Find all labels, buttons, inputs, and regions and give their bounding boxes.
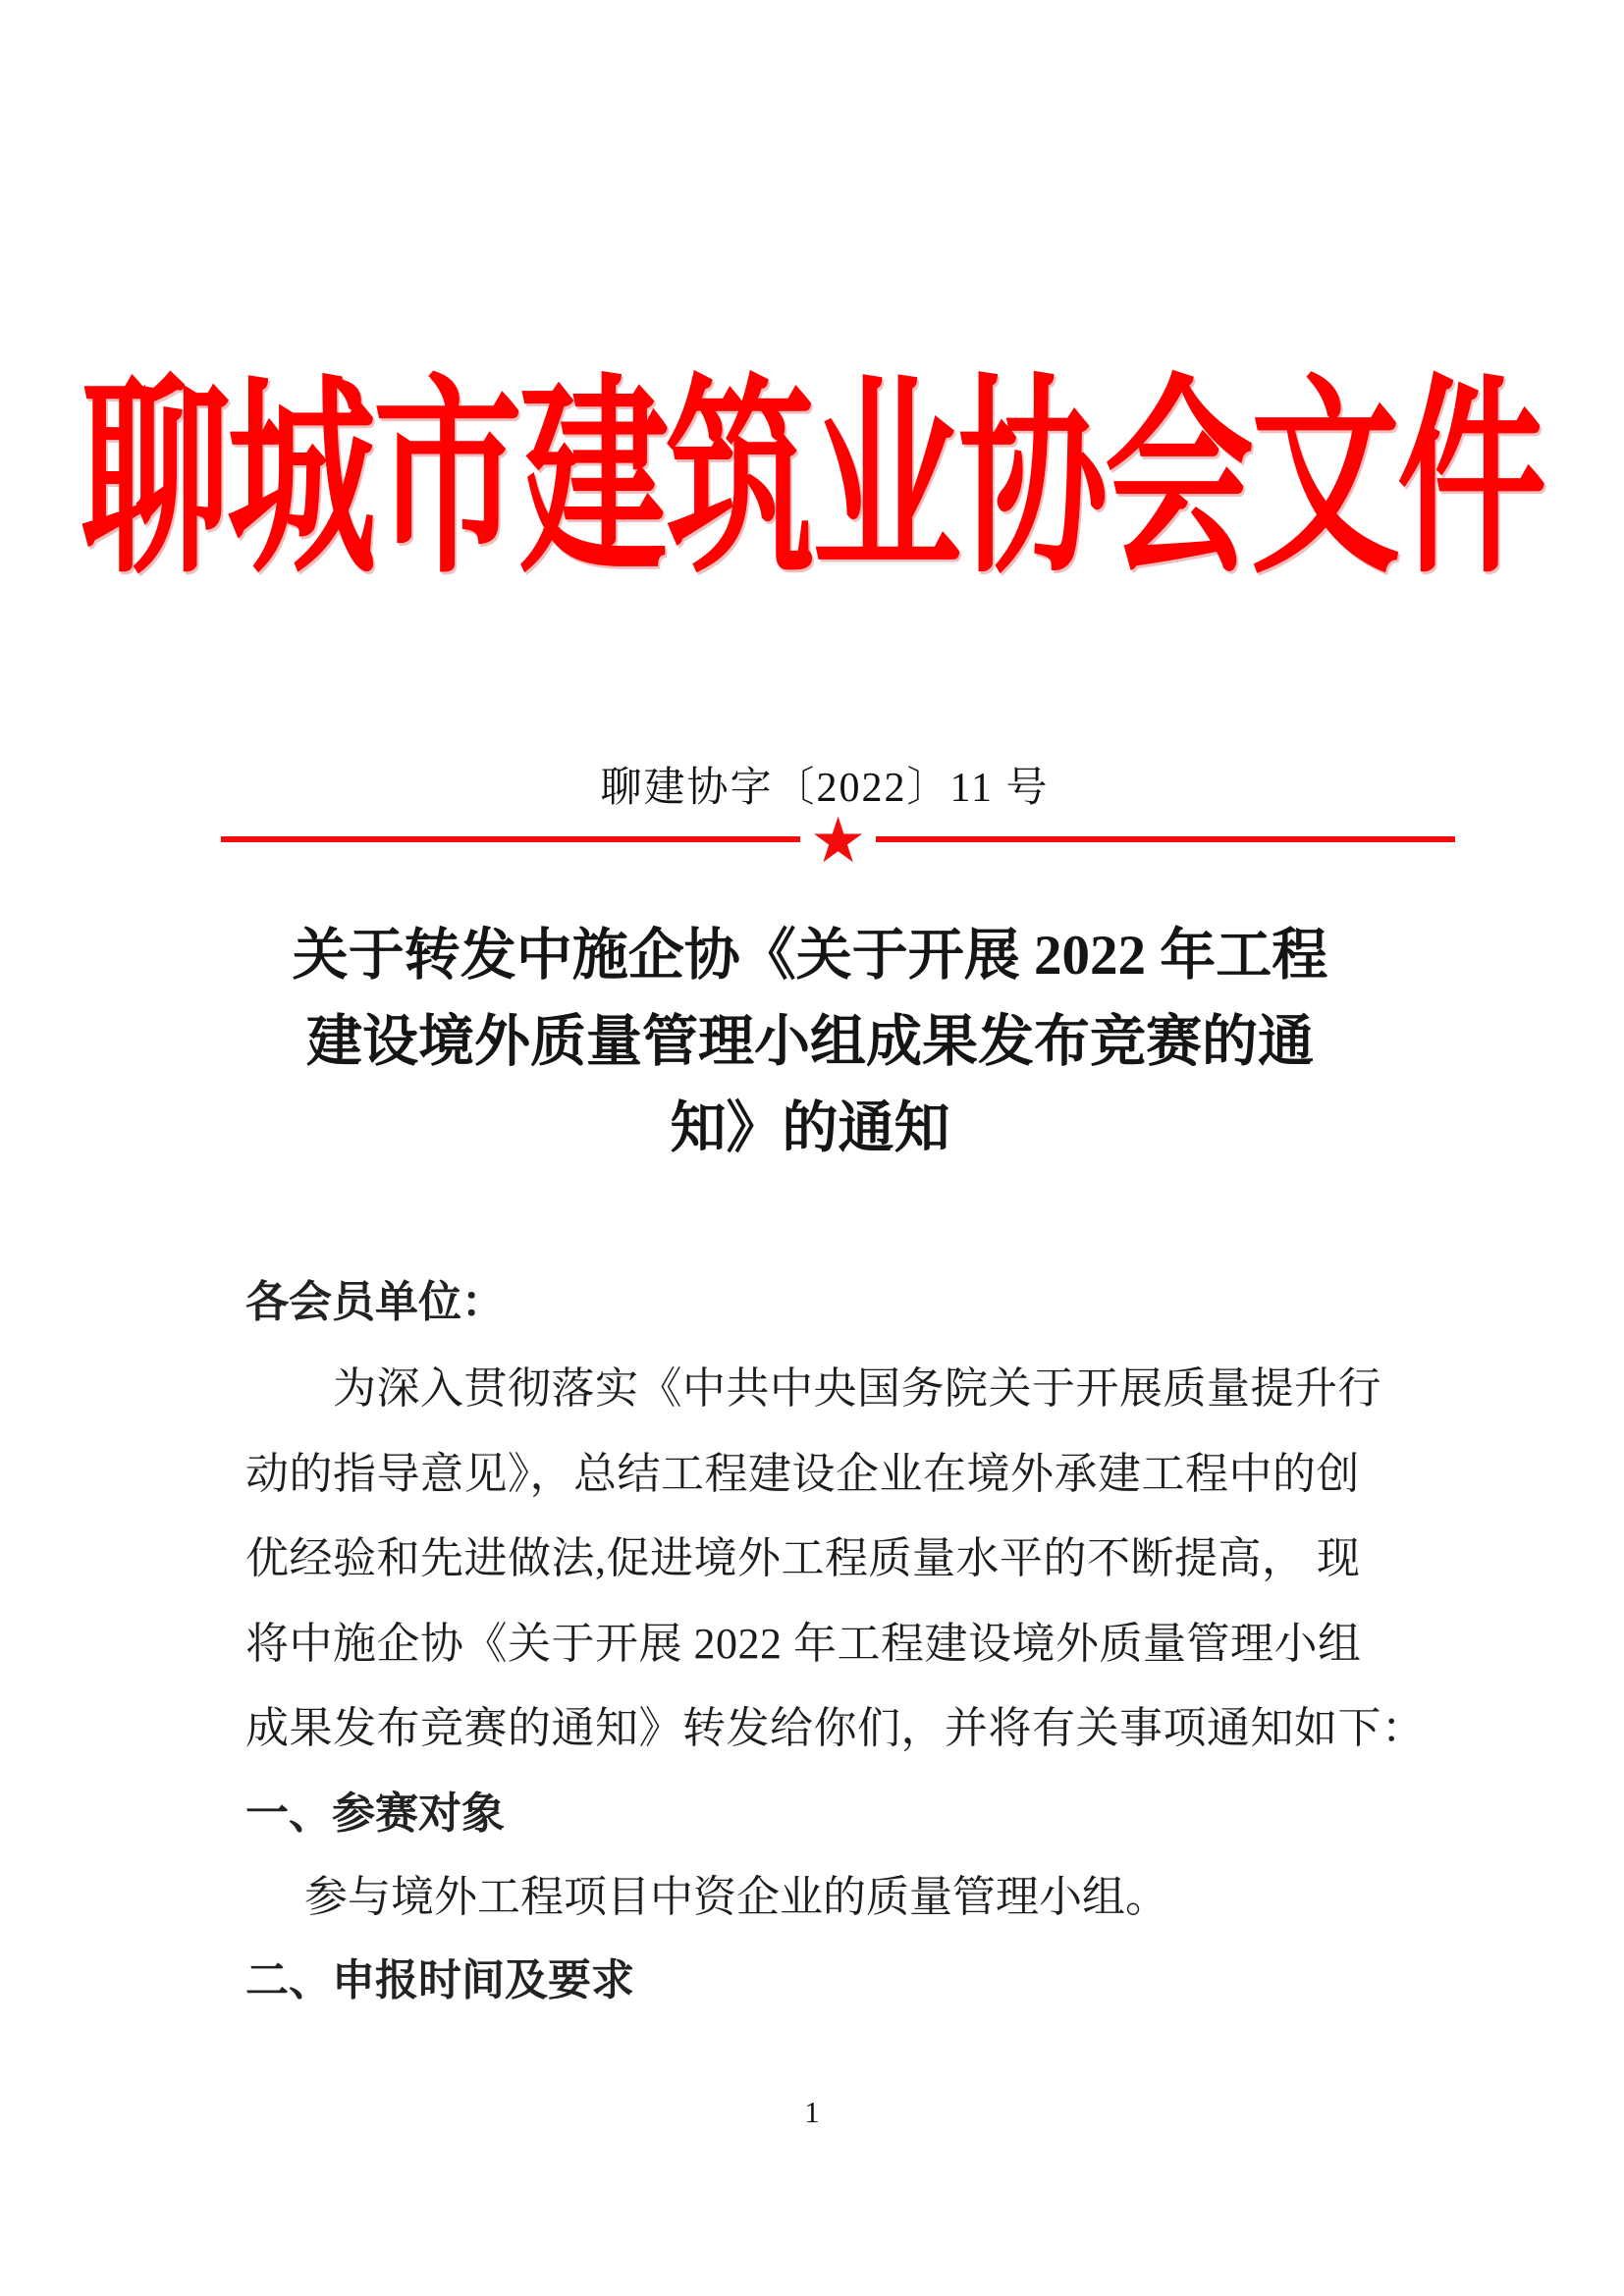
notice-title bbox=[245, 913, 1375, 1172]
divider-line-left bbox=[221, 836, 800, 842]
divider-line-right bbox=[876, 836, 1455, 842]
paragraph-1-line-3: 优经验和先进做法,促进境外工程质量水平的不断提高， 现 bbox=[245, 1534, 1361, 1582]
star-icon: ★ bbox=[809, 805, 867, 878]
notice-title-line-3: 知》的通知 bbox=[670, 1097, 950, 1159]
paragraph-1 bbox=[245, 1347, 1434, 1772]
section-1-body: 参与境外工程项目中资企业的质量管理小组。 bbox=[304, 1873, 1168, 1921]
notice-title-line-2: 建设境外质量管理小组成果发布竞赛的通 bbox=[306, 1011, 1314, 1073]
paragraph-1-line-5: 成果发布竞赛的通知》转发给你们，并将有关事项通知如下： bbox=[245, 1704, 1426, 1752]
document-number: 聊建协字〔2022〕11 号 bbox=[600, 766, 1050, 811]
section-1-heading: 一、参赛对象 bbox=[245, 1789, 505, 1838]
section-2-heading: 二、申报时间及要求 bbox=[245, 1956, 634, 2004]
paragraph-1-line-2: 动的指导意见》，总结工程建设企业在境外承建工程中的创 bbox=[245, 1449, 1360, 1498]
page-number: 1 bbox=[804, 2095, 820, 2129]
paragraph-1-line-1: 为深入贯彻落实《中共中央国务院关于开展质量提升行 bbox=[333, 1364, 1381, 1413]
notice-title-line-1: 关于转发中施企协《关于开展 2022 年工程 bbox=[292, 925, 1328, 987]
salutation: 各会员单位： bbox=[245, 1278, 505, 1326]
paragraph-1-line-4: 将中施企协《关于开展 2022 年工程建设境外质量管理小组 bbox=[245, 1619, 1362, 1668]
letterhead-title: 聊城市建筑业协会文件 bbox=[81, 363, 1543, 599]
letterhead-divider bbox=[221, 805, 1455, 878]
